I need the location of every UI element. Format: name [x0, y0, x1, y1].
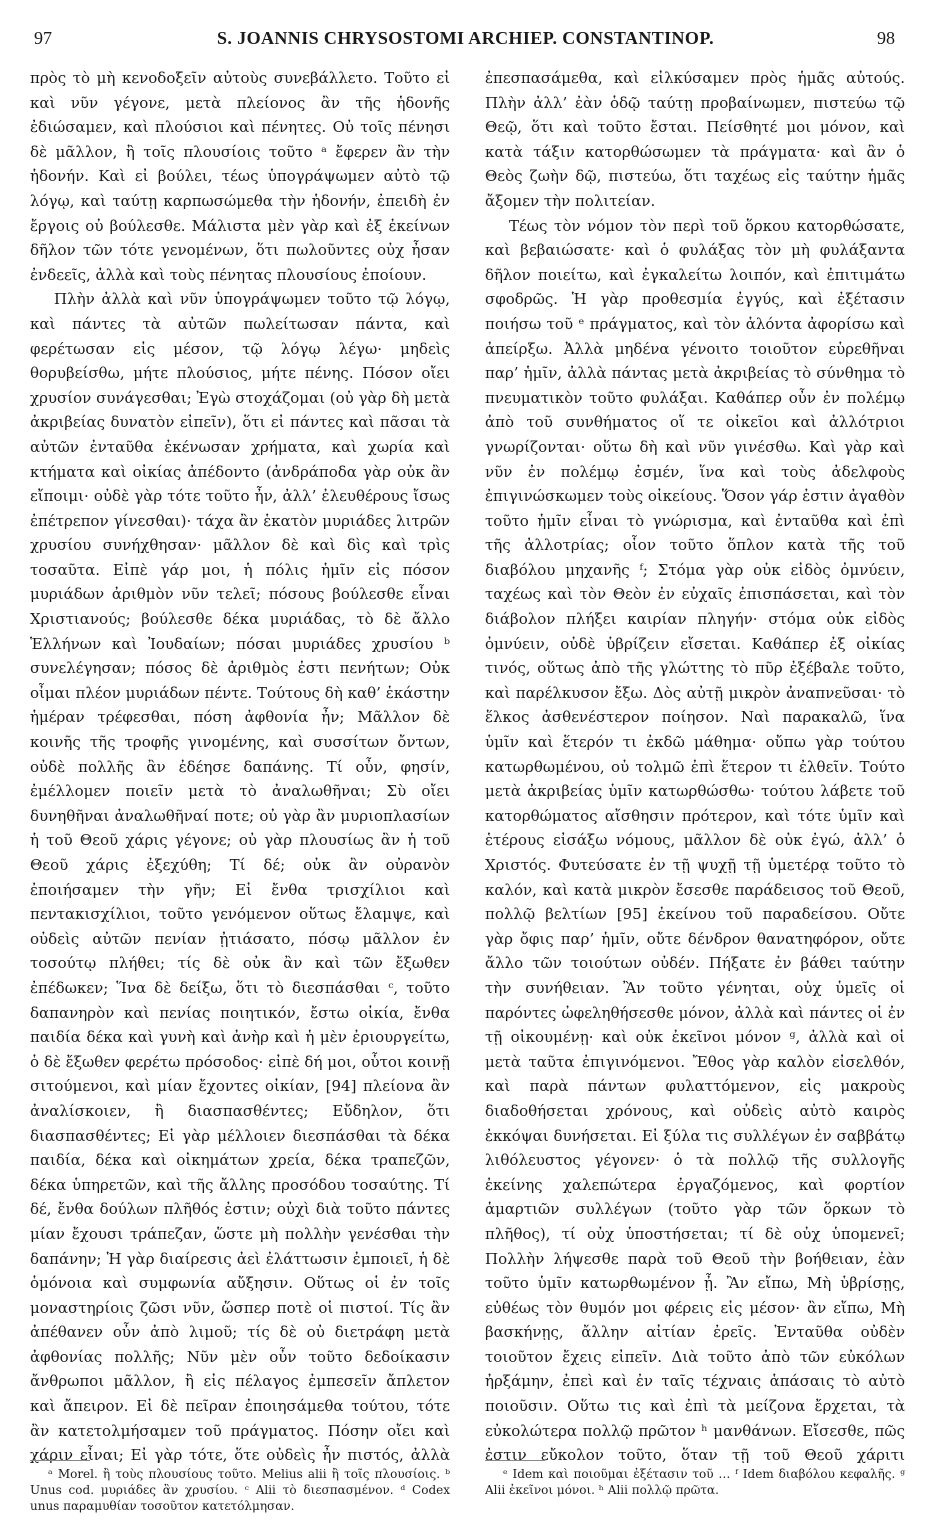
left-column	[30, 66, 450, 1466]
running-header	[30, 22, 901, 58]
footnote-rule	[30, 1460, 90, 1461]
running-title: S. JOANNIS CHRYSOSTOMI ARCHIEP. CONSTANTINOP.	[217, 28, 714, 48]
paragraph: Πλὴν ἀλλὰ καὶ νῦν ὑπογράψωμεν τοῦτο τῷ λόγῳ, καὶ πάντες τὰ αὐτῶν πωλείτωσαν πάντα, καὶ φερέτωσαν εἰς μέσον, τῷ λόγῳ λέγω· μηδεὶς θορυβείσθω, μήτε πλούσιος, μήτε πένης. Πόσον οἴει χρυσίον συνάγεσθαι; Ἐγὼ στοχάζομαι (οὐ γὰρ δὴ μετὰ ἀκριβείας δυνατὸν εἰπεῖν), ὅτι εἰ πάντες καὶ πᾶσαι τὰ αὐτῶν ἐνταῦθα ἐκένωσαν χρήματα, καὶ χωρία καὶ κτήματα καὶ οἰκίας ἀπέδοντο (ἀνδράποδα γὰρ οὐκ ἂν εἴποιμι· οὐδὲ γὰρ τότε τοῦτο ἦν, ἀλλ’ ἐλευθέρους ἴσως ἐπέτρεπον γίνεσθαι)· τάχα ἂν ἑκατὸν μυριάδες λιτρῶν χρυσίου συνήχθησαν· μᾶλλον δὲ καὶ δὶς καὶ τρὶς τοσαῦτα. Εἰπὲ γάρ μοι, ἡ πόλις ἡμῖν εἰς πόσον μυριάδων ἀριθμὸν νῦν τελεῖ; πόσους βούλεσθε εἶναι Χριστιανούς; βούλεσθε δέκα μυριάδας, τὸ δὲ ἄλλο Ἑλλήνων καὶ Ἰουδαίων; πόσαι μυριάδες χρυσίου ᵇ συνελέγησαν; πόσος δὲ ἀριθμὸς ἐστι πενήτων; Οὐκ οἶμαι πλέον μυριάδων πέντε. Τούτους δὴ καθ’ ἑκάστην ἡμέραν τρέφεσθαι, πόση ἀφθονία ἦν; Μᾶλλον δὲ κοινῆς τῆς τροφῆς γινομένης, καὶ συσσίτων ὄντων, οὐδὲ πολλῆς ἂν ἐδέησε δαπάνης. Τί οὖν, φησίν, ἐμέλλομεν ποιεῖν μετὰ τὸ ἀναλωθῆναι; Σὺ οἴει δυνηθῆναι ἀναλωθῆναί ποτε; οὐ γὰρ ἂν μυριοπλασίων ἡ τοῦ Θεοῦ χάρις γέγονε; οὐ γὰρ πλουσίως ἂν ἡ τοῦ Θεοῦ χάρις ἐξεχύθη; Τί δέ; οὐκ ἂν οὐρανὸν ἐποιήσαμεν τὴν γῆν; Εἰ ἔνθα τρισχίλιοι καὶ πεντακισχίλιοι, τοῦτο γενόμενον οὕτως ἔλαμψε, καὶ οὐδεὶς αὐτῶν πενίαν ᾐτιάσατο, πόσῳ μᾶλλον ἐν τοσούτῳ πλήθει; τίς δὲ οὐκ ἂν καὶ τῶν ἔξωθεν ἐπέδωκεν; Ἵνα δὲ δείξω, ὅτι τὸ διεσπάσθαι ᶜ, τοῦτο δαπανηρὸν καὶ πενίας ποιητικόν, ἔστω οἰκία, ἔνθα παιδία δέκα καὶ γυνὴ καὶ ἀνὴρ καὶ ἡ μὲν ἐριουργείτω, ὁ δὲ ἔξωθεν φερέτω πρόσοδος· εἰπὲ δή μοι, οὗτοι κοινῇ σιτούμενοι, καὶ μίαν ἔχοντες οἰκίαν, [94] πλείονα ἂν ἀναλίσκοιεν, ἢ διασπασθέντες; Εὔδηλον, ὅτι διασπασθέντες; Εἰ γὰρ μέλλοιεν διεσπάσθαι τὰ δέκα παιδία, δέκα καὶ οἰκημάτων χρεία, δέκα τραπεζῶν, δέκα ὑπηρετῶν, καὶ τῆς ἄλλης προσόδου τοσαύτης. Τί δέ, ἔνθα δούλων πλῆθός ἐστιν; οὐχὶ διὰ τοῦτο πάντες μίαν ἔχουσι τράπεζαν, ὥστε μὴ πολλὴν γενέσθαι τὴν δαπάνην; Ἡ γὰρ διαίρεσις ἀεὶ ἐλάττωσιν ἐμποιεῖ, ἡ δὲ ὁμόνοια καὶ συμφωνία αὔξησιν. Οὕτως οἱ ἐν τοῖς μοναστηρίοις ζῶσι νῦν, ὥσπερ ποτὲ οἱ πιστοί. Τίς ἂν ἀπέθανεν οὖν ἀπὸ λιμοῦ; τίς δὲ οὐ διετράφη μετὰ ἀφθονίας πολλῆς; Νῦν μὲν οὖν τοῦτο δεδοίκασιν ἄνθρωποι μᾶλλον, ἢ εἰς πέλαγος ἐμπεσεῖν ἄπλετον καὶ ἄπειρον. Εἰ δὲ πεῖραν ἐποιησάμεθα τούτου, τότε ἂν κατετολμήσαμεν τοῦ πράγματος. Πόσην οἴει καὶ χάριν εἶναι; Εἰ γὰρ τότε, ὅτε οὐδεὶς ἦν πιστός, ἀλλὰ	[30, 290, 450, 1465]
page-number-right: 98	[877, 28, 895, 48]
footnote-text: ᵃ Morel. ἢ τοὺς πλουσίους τοῦτο. Melius alii ἢ τοῖς πλουσίοις. ᵇ Unus cod. μυριάδες ἂν χρυσίου. ᶜ Alii τὸ διεσπασμένον. ᵈ Codex unus παραμυθίαν τοσοῦτον κατετόλμησαν.	[30, 1467, 450, 1513]
paragraph: Τέως τὸν νόμον τὸν περὶ τοῦ ὅρκου κατορθώσατε, καὶ βεβαιώσατε· καὶ ὁ φυλάξας τὸν μὴ φυλάξαντα δῆλον ποιείτω, καὶ ἐγκαλείτω λοιπόν, καὶ ἐπιτιμάτω σφοδρῶς. Ἡ γὰρ προθεσμία ἐγγύς, καὶ ἐξέτασιν ποιήσω τοῦ ᵉ πράγματος, καὶ τὸν ἁλόντα ἀφορίσω καὶ ἀπείρξω. Ἀλλὰ μηδένα γένοιτο τοιοῦτον εὑρεθῆναι παρ’ ἡμῖν, ἀλλὰ πάντας μετὰ ἀκριβείας τὸ σύνθημα τὸ πνευματικὸν τοῦτο φυλάξαι. Καθάπερ οὖν ἐν πολέμῳ ἀπὸ τοῦ συνθήματος οἵ τε οἰκεῖοι καὶ ἀλλότριοι γνωρίζονται· οὕτω δὴ καὶ νῦν γινέσθω. Καὶ γὰρ καὶ νῦν ἐν πολέμῳ ἐσμέν, ἵνα καὶ τοὺς ἀδελφοὺς ἐπιγινώσκωμεν τοὺς οἰκείους. Ὅσον γάρ ἐστιν ἀγαθὸν τοῦτο ἡμῖν εἶναι τὸ γνώρισμα, καὶ ἐνταῦθα καὶ ἐπὶ τῆς ἀλλοτρίας; οἷον τοῦτο ὅπλον κατὰ τῆς τοῦ διαβόλου μηχανῆς ᶠ; Στόμα γὰρ οὐκ εἰδὸς ὀμνύειν, ταχέως καὶ τὸν Θεὸν ἐν εὐχαῖς ἐπισπάσεται, καὶ τὸν διάβολον πλήξει καιρίαν πληγήν· στόμα οὐκ εἰδὸς ὀμνύειν, οὐδὲ ὑβρίζειν εἴσεται. Καθάπερ ἐξ οἰκίας τινός, οὕτως ἀπὸ τῆς γλώττης τὸ πῦρ ἐξέβαλε τοῦτο, καὶ παρέλκυσον ἔξω. Δὸς αὐτῇ μικρὸν ἀναπνεῦσαι· τὸ ἕλκος ἀσθενέστερον ποίησον. Ναὶ παρακαλῶ, ἵνα ὑμῖν καὶ ἕτερόν τι ἐκδῶ μάθημα· οὔπω γὰρ τούτου κατωρθωμένου, οὐ τολμῶ ἐπὶ ἕτερον τι ἐλθεῖν. Τούτο μετὰ ἀκριβείας ὑμῖν κατωρθώσθω· τούτου λάβετε τοῦ κατορθώματος αἴσθησιν πρότερον, καὶ τότε ὑμῖν καὶ ἑτέρους εἰσάξω νόμους, μᾶλλον δὲ οὐκ ἐγώ, ἀλλ’ ὁ Χριστός. Φυτεύσατε ἐν τῇ ψυχῇ τῇ ὑμετέρᾳ τοῦτο τὸ καλόν, καὶ κατὰ μικρὸν ἔσεσθε παράδεισος τοῦ Θεοῦ, πολλῷ βελτίων [95] ἐκείνου τοῦ παραδείσου. Οὔτε γὰρ ὄφις παρ’ ἡμῖν, οὔτε δένδρον θανατηφόρον, οὔτε ἄλλο τῶν τοιούτων οὐδέν. Πήξατε ἐν βάθει ταύτην τὴν συνήθειαν. Ἂν τοῦτο γένηται, οὐχ ὑμεῖς οἱ παρόντες ὠφεληθήσεσθε μόνον, ἀλλὰ καὶ πάντες οἱ ἐν τῇ οἰκουμένῃ· καὶ οὐκ ἐκεῖνοι μόνον ᵍ, ἀλλὰ καὶ οἱ μετὰ ταῦτα ἐπιγινόμενοι. Ἔθος γὰρ καλὸν εἰσελθόν, καὶ παρὰ πάντων φυλαττόμενον, εἰς μακροὺς διαδοθήσεται χρόνους, καὶ οὐδεὶς αὐτὸ καιρὸς ἐκκόψαι δυνήσεται. Εἰ ξύλα τις συλλέγων ἐν σαββάτῳ λιθόλευστος γέγονεν· ὁ τὰ πολλῷ τῆς συλλογῆς ἐκείνης χαλεπώτερα ἐργαζόμενος, καὶ φορτίον ἁμαρτιῶν συλλέγων (τοῦτο γὰρ τῶν ὅρκων τὸ πλῆθος), τί οὐχ ὑποστήσεται; τί δὲ οὐχ ὑπομενεῖ; Πολλὴν λήψεσθε παρὰ τοῦ Θεοῦ τὴν βοήθειαν, ἐὰν τοῦτο ὑμῖν κατωρθωμένον ᾖ. Ἂν εἴπω, Μὴ ὑβρίσῃς, εὐθέως τὸν θυμόν μοι φέρεις εἰς μέσον· ἂν εἴπω, Μὴ βασκήνῃς, ἄλλην αἰτίαν ἐρεῖς. Ἐνταῦθα οὐδὲν τοιοῦτον ἔχεις εἰπεῖν. Διὰ τοῦτο ἀπὸ τῶν εὐκόλων ἠρξάμην, ἐπεὶ καὶ ἐν ταῖς τέχναις ἁπάσαις τὸ αὐτὸ ποιοῦσιν. Οὕτω τις καὶ ἐπὶ τὰ μείζονα ἔρχεται, τὰ εὐκολώτερα πολλῷ πρῶτον ʰ μανθάνων. Εἴσεσθε, πῶς ἐστιν εὔκολον τοῦτο, ὅταν τῇ τοῦ Θεοῦ χάριτι	[485, 216, 905, 1465]
paragraph: ἐπεσπασάμεθα, καὶ εἰλκύσαμεν πρὸς ἡμᾶς αὐτούς. Πλὴν ἀλλ’ ἐὰν ὁδῷ ταύτῃ προβαίνωμεν, πιστεύω τῷ Θεῷ, ὅτι καὶ τοῦτο ἔσται. Πείσθητέ μοι μόνον, καὶ κατὰ τάξιν κατορθώσωμεν τὰ πράγματα· καὶ ἂν ὁ Θεὸς ζωὴν δῷ, πιστεύω, ὅτι ταχέως εἰς ταύτην ἡμᾶς ἄξομεν τὴν πολιτείαν.	[485, 69, 905, 210]
right-column	[485, 66, 905, 1466]
footnote-rule	[485, 1460, 545, 1461]
page-number-left: 97	[34, 28, 52, 48]
footnotes-left	[30, 1466, 450, 1536]
footnotes-right	[485, 1466, 905, 1536]
footnote-text: ᵉ Idem καὶ ποιοῦμαι ἐξέτασιν τοῦ … ᶠ Idem διαβόλου κεφαλῆς. ᵍ Alii ἐκεῖνοι μόνοι. ʰ Alii πολλῷ πρῶτα.	[485, 1467, 905, 1497]
paragraph: πρὸς τὸ μὴ κενοδοξεῖν αὐτοὺς συνεβάλλετο. Τοῦτο εἰ καὶ νῦν γέγονε, μετὰ πλείονος ἂν τῆς ἡδονῆς ἐδιώσαμεν, καὶ πλούσιοι καὶ πένητες. Οὐ τοῖς πένησι δὲ μᾶλλον, ἢ τοῖς πλουσίοις τοῦτο ᵃ ἔφερεν ἂν τὴν ἡδονήν. Καὶ εἰ βούλει, τέως ὑπογράψωμεν αὐτὸ τῷ λόγῳ, καὶ ταύτῃ καρπωσώμεθα τὴν ἡδονήν, ἐπειδὴ ἐν ἔργοις οὐ βούλεσθε. Μάλιστα μὲν γὰρ καὶ ἐξ ἐκείνων δῆλον τῶν τότε γενομένων, ὅτι πωλοῦντες οὐχ ἦσαν ἐνδεεῖς, ἀλλὰ καὶ τοὺς πένητας πλουσίους ἐποίουν.	[30, 69, 450, 284]
